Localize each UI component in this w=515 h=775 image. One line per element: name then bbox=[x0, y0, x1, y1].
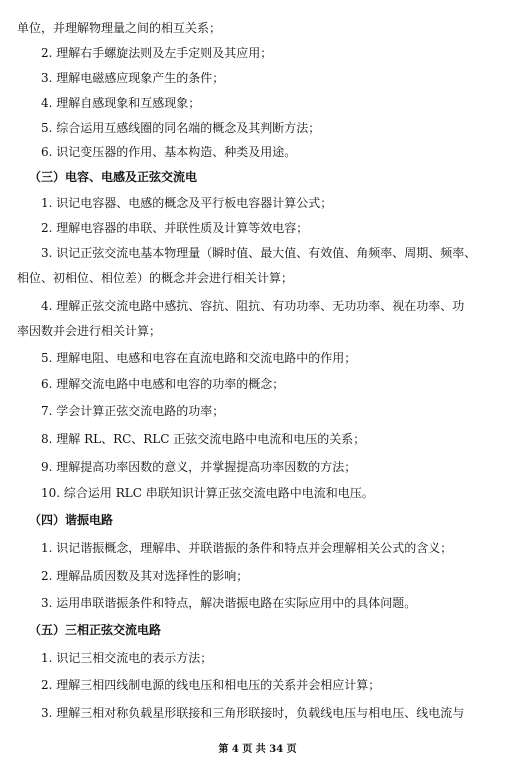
list-item: 8. 理解 RL、RC、RLC 正弦交流电路中电流和电压的关系； bbox=[41, 432, 366, 446]
list-item: 3. 运用串联谐振条件和特点，解决谐振电路在实际应用中的具体问题。 bbox=[41, 596, 417, 610]
list-item: 4. 理解正弦交流电路中感抗、容抗、阻抗、有功功率、无功功率、视在功率、功 bbox=[41, 299, 465, 313]
list-item: 2. 理解品质因数及其对选择性的影响； bbox=[41, 569, 249, 583]
list-item: 5. 综合运用互感线圈的同名端的概念及其判断方法； bbox=[41, 121, 321, 135]
list-item: 2. 理解三相四线制电源的线电压和相电压的关系并会相应计算； bbox=[41, 678, 381, 692]
section-heading: （四）谐振电路 bbox=[29, 513, 114, 527]
list-item: 4. 理解自感现象和互感现象； bbox=[41, 96, 201, 110]
list-item: 3. 理解电磁感应现象产生的条件； bbox=[41, 71, 225, 85]
list-item: 9. 理解提高功率因数的意义，并掌握提高功率因数的方法； bbox=[41, 460, 357, 474]
list-item: 6. 理解交流电路中电感和电容的功率的概念； bbox=[41, 377, 285, 391]
text-line: 单位，并理解物理量之间的相互关系； bbox=[17, 21, 222, 35]
list-item: 3. 理解三相对称负载星形联接和三角形联接时，负载线电压与相电压、线电流与 bbox=[41, 706, 465, 720]
section-heading: （三）电容、电感及正弦交流电 bbox=[29, 170, 198, 184]
list-item: 3. 识记正弦交流电基本物理量（瞬时值、最大值、有效值、角频率、周期、频率、 bbox=[41, 246, 477, 260]
list-item: 5. 理解电阻、电感和电容在直流电路和交流电路中的作用； bbox=[41, 351, 357, 365]
list-item: 10. 综合运用 RLC 串联知识计算正弦交流电路中电流和电压。 bbox=[41, 486, 374, 500]
page-footer: 第 4 页 共 34 页 bbox=[218, 744, 297, 755]
list-item: 1. 识记电容器、电感的概念及平行板电容器计算公式； bbox=[41, 196, 333, 210]
text-line: 相位、初相位、相位差）的概念并会进行相关计算； bbox=[17, 271, 294, 285]
list-item: 7. 学会计算正弦交流电路的功率； bbox=[41, 404, 225, 418]
section-heading: （五）三相正弦交流电路 bbox=[29, 623, 162, 637]
text-line: 率因数并会进行相关计算； bbox=[17, 324, 162, 338]
list-item: 1. 识记三相交流电的表示方法； bbox=[41, 651, 213, 665]
list-item: 2. 理解右手螺旋法则及左手定则及其应用； bbox=[41, 46, 273, 60]
list-item: 6. 识记变压器的作用、基本构造、种类及用途。 bbox=[41, 145, 297, 159]
list-item: 2. 理解电容器的串联、并联性质及计算等效电容； bbox=[41, 221, 309, 235]
list-item: 1. 识记谐振概念，理解串、并联谐振的条件和特点并会理解相关公式的含义； bbox=[41, 541, 453, 555]
